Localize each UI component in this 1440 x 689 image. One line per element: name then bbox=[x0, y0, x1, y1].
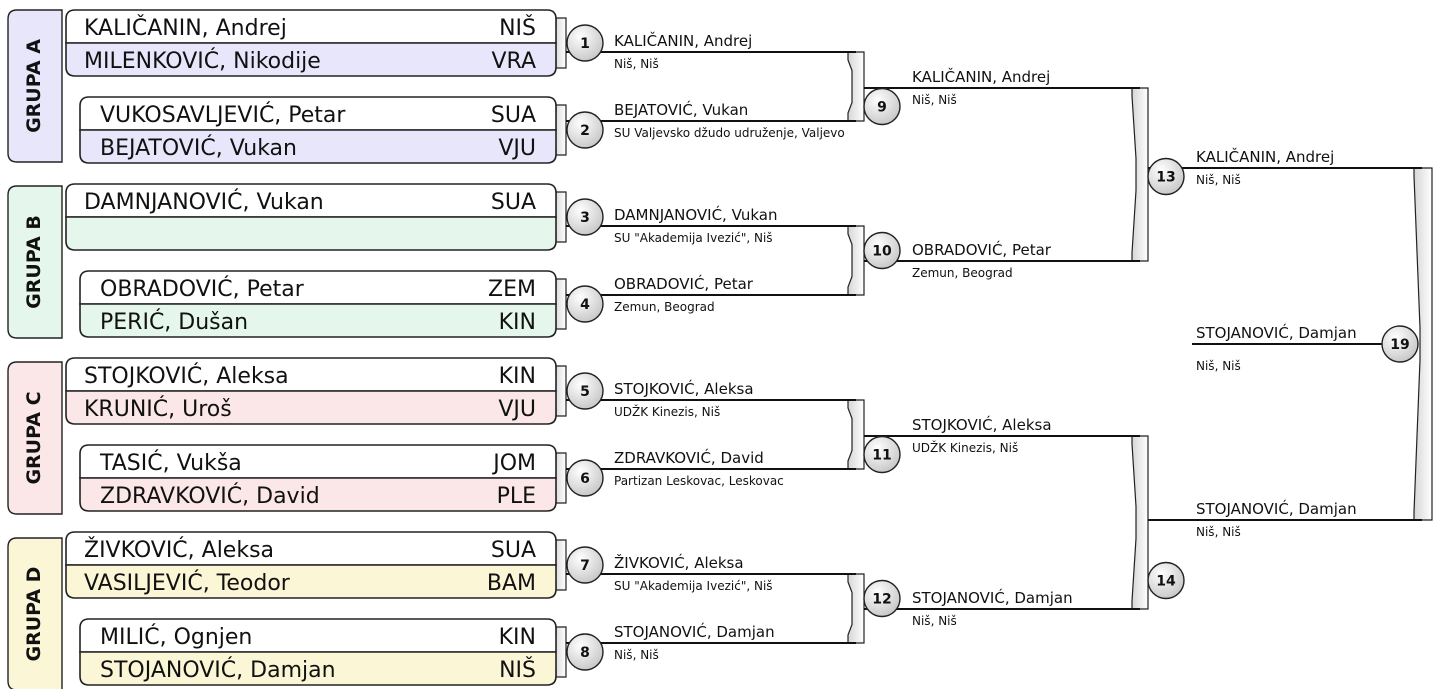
winner-club: Partizan Leskovac, Leskovac bbox=[614, 474, 784, 488]
player-name: MILENKOVIĆ, Nikodije bbox=[84, 49, 321, 74]
match-bracket bbox=[848, 226, 864, 295]
player-club: ZEM bbox=[488, 277, 536, 302]
player-name: VASILJEVIĆ, Teodor bbox=[84, 571, 290, 596]
player-name: BEJATOVIĆ, Vukan bbox=[100, 136, 297, 161]
player-name: VUKOSAVLJEVIĆ, Petar bbox=[100, 103, 346, 128]
match-bracket bbox=[1132, 88, 1148, 261]
player-club: PLE bbox=[496, 484, 536, 509]
winner-club: SU "Akademija Ivezić", Niš bbox=[614, 579, 773, 593]
champion-name: STOJANOVIĆ, Damjan bbox=[1196, 324, 1357, 342]
match-number: 2 bbox=[580, 123, 590, 139]
player-club: KIN bbox=[498, 310, 536, 335]
match-number: 12 bbox=[872, 591, 892, 608]
match-number: 9 bbox=[877, 99, 887, 116]
winner-name: STOJANOVIĆ, Damjan bbox=[614, 623, 775, 641]
winner-club: UDŽK Kinezis, Niš bbox=[912, 441, 1019, 455]
winner-club: UDŽK Kinezis, Niš bbox=[614, 405, 721, 419]
winner-club: SU "Akademija Ivezić", Niš bbox=[614, 231, 773, 245]
player-name: ZDRAVKOVIĆ, David bbox=[100, 484, 320, 509]
player-club: SUA bbox=[490, 190, 536, 215]
match-number: 3 bbox=[580, 210, 590, 226]
winner-name: DAMNJANOVIĆ, Vukan bbox=[614, 206, 778, 224]
group-label: GRUPA A bbox=[23, 39, 45, 133]
winner-name: STOJKOVIĆ, Aleksa bbox=[912, 416, 1052, 434]
player-name: TASIĆ, Vukša bbox=[100, 451, 242, 476]
winner-name: OBRADOVIĆ, Petar bbox=[614, 275, 753, 293]
match-bracket bbox=[848, 400, 864, 469]
winner-name: KALIČANIN, Andrej bbox=[614, 32, 753, 50]
match-number: 1 bbox=[580, 36, 590, 52]
winner-club: Niš, Niš bbox=[1196, 173, 1241, 187]
winner-name: BEJATOVIĆ, Vukan bbox=[614, 101, 749, 119]
player-club: VJU bbox=[498, 136, 536, 161]
player-name: KRUNIĆ, Uroš bbox=[84, 397, 232, 422]
player-name: MILIĆ, Ognjen bbox=[100, 625, 253, 650]
player-club: BAM bbox=[486, 571, 536, 596]
winner-name: STOJANOVIĆ, Damjan bbox=[912, 589, 1073, 607]
winner-club: Niš, Niš bbox=[614, 57, 659, 71]
match-number: 13 bbox=[1156, 169, 1176, 186]
match-number: 7 bbox=[580, 558, 590, 574]
group-label: GRUPA D bbox=[23, 566, 45, 662]
player-name: PERIĆ, Dušan bbox=[100, 310, 249, 335]
player-club: JOM bbox=[493, 451, 536, 476]
player-club: SUA bbox=[490, 103, 536, 128]
winner-club: Niš, Niš bbox=[912, 614, 957, 628]
player-club: NIŠ bbox=[499, 658, 536, 683]
winner-club: SU Valjevsko džudo udruženje, Valjevo bbox=[614, 126, 845, 140]
player-slot bbox=[66, 217, 556, 250]
player-name: DAMNJANOVIĆ, Vukan bbox=[84, 190, 324, 215]
player-club: NIŠ bbox=[499, 16, 536, 41]
match-number: 5 bbox=[580, 384, 590, 400]
group-label: GRUPA C bbox=[23, 391, 45, 485]
player-name: STOJKOVIĆ, Aleksa bbox=[84, 364, 289, 389]
player-name: OBRADOVIĆ, Petar bbox=[100, 277, 304, 302]
winner-club: Zemun, Beograd bbox=[614, 300, 715, 314]
match-bracket bbox=[1132, 436, 1148, 609]
match-bracket bbox=[848, 574, 864, 643]
winner-club: Niš, Niš bbox=[614, 648, 659, 662]
winner-name: STOJKOVIĆ, Aleksa bbox=[614, 380, 754, 398]
winner-club: Zemun, Beograd bbox=[912, 266, 1013, 280]
winner-name: STOJANOVIĆ, Damjan bbox=[1196, 500, 1357, 518]
winner-club: Niš, Niš bbox=[1196, 525, 1241, 539]
match-bracket bbox=[848, 52, 864, 121]
player-name: STOJANOVIĆ, Damjan bbox=[100, 658, 336, 683]
player-club: VRA bbox=[491, 49, 536, 74]
winner-club: Niš, Niš bbox=[912, 93, 957, 107]
player-club: KIN bbox=[498, 364, 536, 389]
champion-club: Niš, Niš bbox=[1196, 359, 1241, 373]
match-number: 11 bbox=[872, 447, 892, 464]
player-club: KIN bbox=[498, 625, 536, 650]
match-number: 4 bbox=[580, 297, 590, 313]
match-number: 14 bbox=[1156, 573, 1176, 590]
player-club: SUA bbox=[490, 538, 536, 563]
match-number: 19 bbox=[1390, 337, 1410, 353]
winner-name: KALIČANIN, Andrej bbox=[912, 68, 1051, 86]
match-number: 10 bbox=[872, 243, 892, 260]
player-club: VJU bbox=[498, 397, 536, 422]
player-name: ŽIVKOVIĆ, Aleksa bbox=[84, 538, 275, 563]
group-label: GRUPA B bbox=[23, 215, 45, 309]
winner-name: OBRADOVIĆ, Petar bbox=[912, 241, 1051, 259]
match-number: 8 bbox=[580, 645, 590, 661]
player-name: KALIČANIN, Andrej bbox=[84, 16, 287, 41]
winner-name: ŽIVKOVIĆ, Aleksa bbox=[614, 554, 744, 572]
winner-name: ZDRAVKOVIĆ, David bbox=[614, 449, 764, 467]
match-number: 6 bbox=[580, 471, 590, 487]
winner-name: KALIČANIN, Andrej bbox=[1196, 148, 1335, 166]
